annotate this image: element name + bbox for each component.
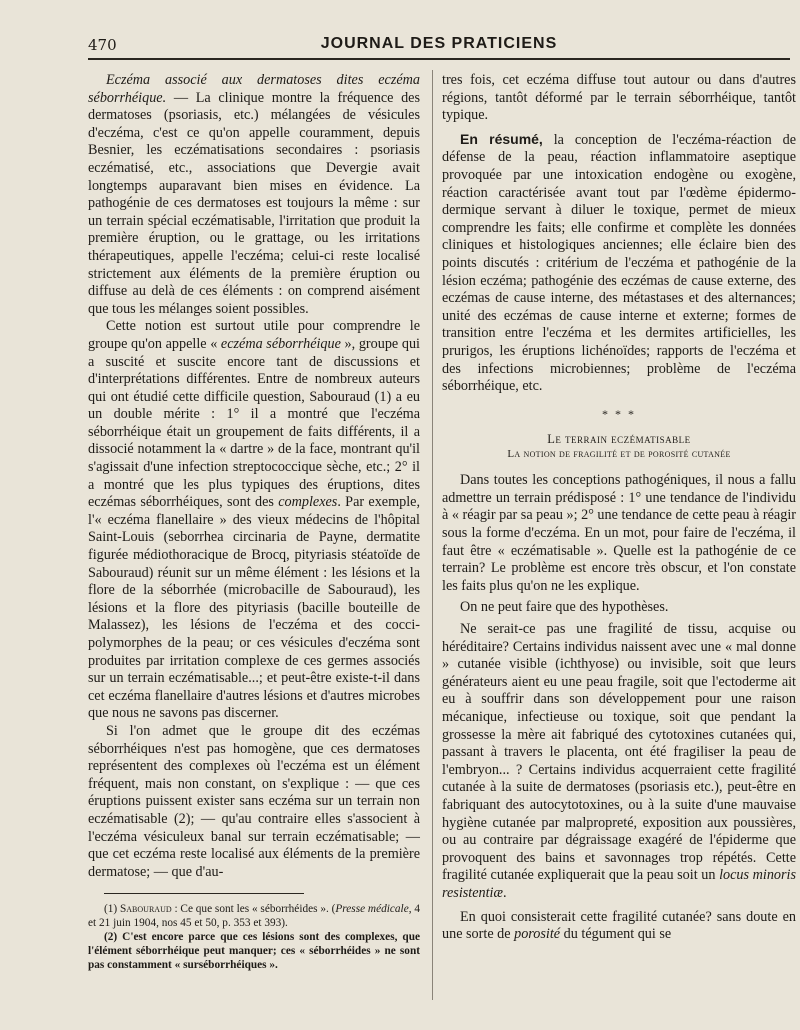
left-paragraph-3: Si l'on admet que le groupe dit des eczémas séborrhéiques n'est pas homogène, que ces dermatoses représentent des complexes où l'eczéma est un élément fréquent, mais non constant, on s'explique : — que ces éruptions puissent exister sans eczéma sur un terrain non eczématisable (2); — qu'au contraire elles s'associent à l'eczéma vésiculeux banal sur terrain eczématisable; — que cet eczéma reste localisé aux éléments de la première dermatose; — que d'au- xyxy=(88,722,420,880)
right-paragraph-4: On ne peut faire que des hypothèses. xyxy=(460,599,669,616)
right-paragraph-6: En quoi consisterait cette fragilité cutanée? sans doute en une sorte de porosité du tégument qui se xyxy=(442,908,796,943)
section-subtitle: La notion de fragilité et de porosité cutanée xyxy=(507,448,731,461)
section-title: Le terrain eczématisable xyxy=(547,432,691,447)
column-divider xyxy=(432,70,433,1000)
page-number: 470 xyxy=(88,36,117,54)
left-column xyxy=(88,72,420,972)
subsection-title: Eczéma associé aux dermatoses dites eczéma séborrhéique. xyxy=(88,72,420,106)
right-paragraph-1: tres fois, cet eczéma diffuse tout autour ou dans d'autres régions, tantôt déformé par le terrain séborrhéique, tantôt typique. xyxy=(442,72,796,124)
right-paragraph-3: Dans toutes les conceptions pathogéniques, il nous a fallu admettre un terrain prédisposé : 1° une tendance de l'individu à « réagir par sa peau »; 2° une tendance de cette peau à réagir sous la forme d'eczéma. En un mot, pour faire de l'eczéma, il faut être « eczématisable ». Quelle est la pathogénie de ce terrain? Le problème est encore très obscur, et l'on constate les faits plus qu'on ne les explique. xyxy=(442,472,796,594)
journal-title: JOURNAL DES PRATICIENS xyxy=(320,35,558,52)
left-paragraph-1: Eczéma associé aux dermatoses dites eczéma séborrhéique. — La clinique montre la fréquence des dermatoses (psoriasis, etc.) mélangées de vésicules d'eczéma, c'est ce qu'on appelle couramment, depuis Besnier, les eczématisations secondaires : psoriasis eczématisé, etc., associations que Devergie avait longtemps auparavant bien mises en évidence. La pathogénie de ces dermatoses est toujours la même : sur un terrain spécial eczématisable, l'irritation que produit la première éruption, ou le grattage, ou les irritations thérapeutiques, appelle l'eczéma; celui-ci reste localisé strictement aux éléments de la première éruption ou diffuse au delà de ces éléments : on comprend aisément que tous les mélanges soient possibles. xyxy=(88,72,420,317)
footnote-1: (1) Sabouraud : Ce que sont les « séborrhéides ». (Presse médicale, 4 et 21 juin 1904, nos 45 et 50, p. 353 et 393). xyxy=(88,903,421,930)
right-paragraph-5: Ne serait-ce pas une fragilité de tissu, acquise ou héréditaire? Certains individus naissent avec une « mal donne » cutanée visible (ichthyose) ou invisible, soit que leurs générateurs aient eu une peau fragile, soit que l'ectoderme ait eu à souffrir dans son développement pour une raison mécanique, infectieuse ou toxique, soit que pendant la grossesse la mère ait fabriqué des cytotoxines cutanées qui, passant à travers le placenta, ont été fragiliser la peau de l'embryon... ? Certains individus acquerraient cette fragilité cutanée à la suite de dermatoses (psoriasis etc.), peut-être en fabriquant des autocytotoxines, ou à la suite d'une mauvaise hygiène cutanée par malpropreté, exposition aux poussières, ou au contraire par dégraissage exagéré de l'épiderme que provoquent des bains et savonnages trop répétés. Cette fragilité cutanée expliquerait que la peau soit un locus minoris resistentiæ. xyxy=(442,621,796,901)
right-paragraph-2: En résumé, la conception de l'eczéma-réaction de défense de la peau, réaction inflammatoire aseptique provoquée par une intoxication endogène ou exogène, réaction caractérisée avant tout par l'œdème épidermo-dermique servant à diluer le toxique, permet de mieux comprendre les faits; elle confirme et complète les données cliniques et histologiques anciennes; elle éclaire bien des points discutés : critérium de l'eczéma et pathogénie de la lésion eczéma; pathogénie des eczémas de cause externe, des eczémas de cause interne, des métastases et des alternances; unité des eczémas de cause interne et externe; formes de transition entre l'eczéma et les dermites artificielles, les prurigos, les éruptions lichénoïdes; rapports de l'eczéma et des infections microbiennes; problème de l'eczéma séborrhéique, etc. xyxy=(442,130,796,395)
footnote-rule xyxy=(104,893,304,894)
section-separator: * * * xyxy=(602,406,636,421)
summary-lead: En résumé, xyxy=(460,130,543,147)
page-header xyxy=(88,34,790,60)
left-paragraph-2: Cette notion est surtout utile pour comprendre le groupe qu'on appelle « eczéma séborrhéique », groupe qui a suscité et suscite encore tant de discussions et d'interprétations différentes. Entre de nombreux auteurs qui ont étudié cette difficile question, Sabouraud (1) a eu un double mérite : 1° il a montré que l'eczéma séborrhéique était un groupement de faits différents, il a dissocié notamment la « dartre » de la face, montrant qu'il s'agissait d'une infection streptococcique sèche, etc.; 2° il a montré que les plus typiques des éruptions, dites eczémas séborrhéiques, sont des complexes. Par exemple, l'« eczéma flanellaire » des vieux médecins de l'hôpital Saint-Louis (seborrhea circinaria de Payne, dermatite figurée médiothoracique de Brocq, pityriasis stéatoïde de Sabouraud) réunit sur un même élément : les lésions et la flore de la séborrhée (microbacille de Sabouraud), les lésions et la flore des pityriasis (bacille bouteille de Malassez), les lésions de l'eczéma et des cocci-polymorphes de la peau; or ces vésicules d'eczéma sont produites par irritation complexe de ces germes associés sur un terrain eczématisable...; et peut-être existe-t-il dans cet eczéma flanellaire d'autres lésions et d'autres microbes que nous ne savons pas discerner. xyxy=(88,318,421,722)
footnote-2: (2) C'est encore parce que ces lésions sont des complexes, que l'élément séborrhéique peut manquer; ces « séborrhéides » ne sont pas constamment « surséborrhéiques ». xyxy=(88,931,420,972)
right-column xyxy=(442,72,796,944)
